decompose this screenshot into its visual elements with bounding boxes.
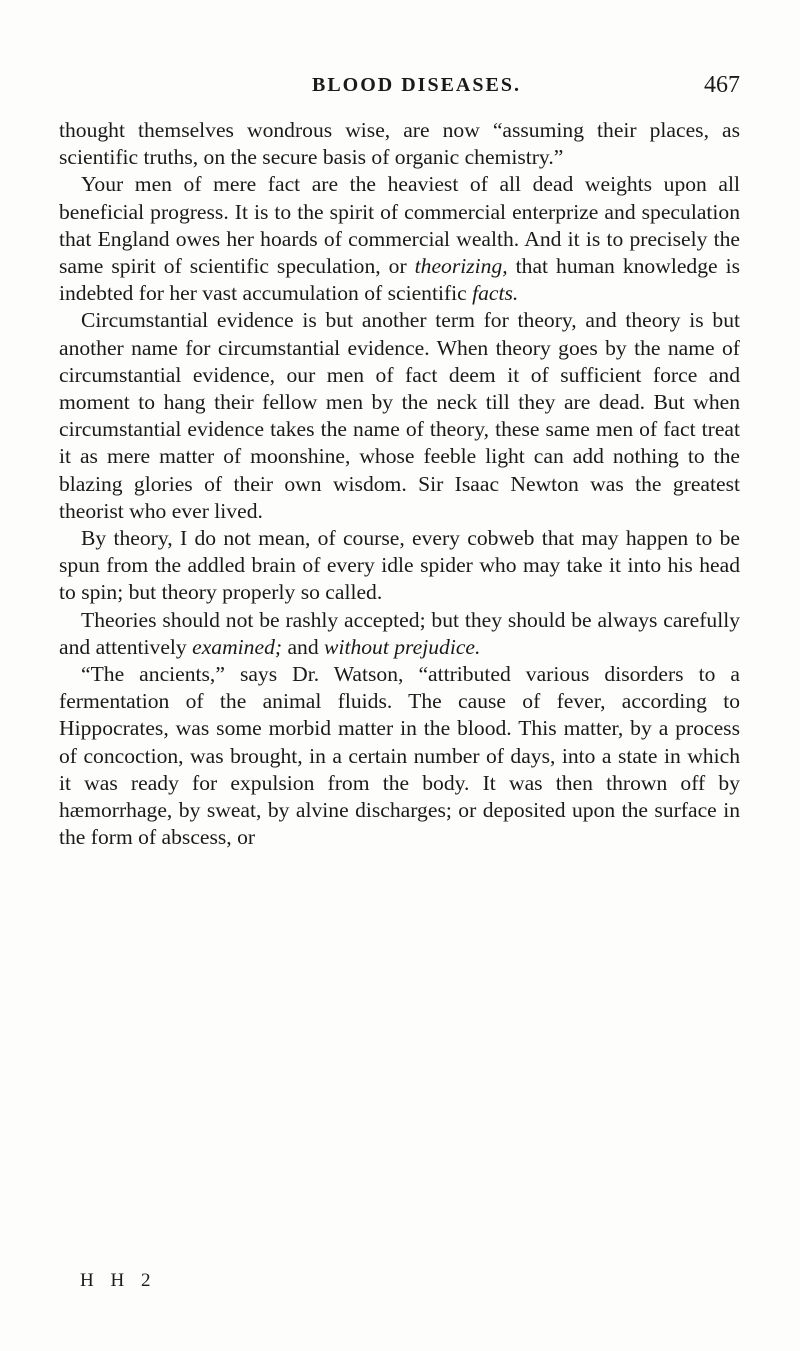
- paragraph-2-text-b: that human knowledge is indebted for her vast accumulation of scientific: [59, 254, 740, 306]
- body-text: [59, 117, 740, 851]
- paragraph-3-text: Circumstantial evidence is but another term for theory, and theory is but another name for circumstantial evidence. When theory goes by the name of circumstantial evidence, our men of fact deem it of sufficient force and moment to hang their fellow men by the neck till they are dead. But when circumstantial evidence takes the name of theory, these same men of fact treat it as mere matter of moonshine, whose feeble light can add nothing to the blazing glories of their own wisdom. Sir Isaac Newton was the greatest theorist who ever lived.: [59, 308, 740, 523]
- running-title: BLOOD DISEASES.: [312, 74, 521, 96]
- paragraph-2-italic-b: facts.: [472, 281, 519, 306]
- paragraph-1-text: thought themselves wondrous wise, are now “assuming their places, as scientific truths, on the secure basis of organic chemistry.”: [59, 118, 740, 170]
- paragraph-5-text-b: and: [282, 634, 325, 659]
- running-head: [0, 74, 740, 104]
- page-number: 467: [704, 72, 740, 98]
- paragraph-4: [59, 525, 740, 607]
- paragraph-2-italic-a: theorizing,: [414, 254, 508, 279]
- paragraph-5: [59, 607, 740, 661]
- paragraph-2: [59, 171, 740, 307]
- paragraph-5-text-a: Theories should not be rashly accepted; but they should be always carefully and attentively: [59, 607, 740, 659]
- paragraph-4-text: By theory, I do not mean, of course, every cobweb that may happen to be spun from the addled brain of every idle spider who may take it into his head to spin; but theory properly so called.: [59, 526, 740, 605]
- paragraph-1: [59, 117, 740, 171]
- paragraph-3: [59, 307, 740, 525]
- paragraph-5-italic-a: examined;: [192, 634, 283, 659]
- signature-mark: H H 2: [80, 1270, 157, 1291]
- paragraph-6: [59, 661, 740, 851]
- paragraph-5-italic-b: without prejudice.: [324, 634, 481, 659]
- paragraph-2-text-a: Your men of mere fact are the heaviest of all dead weights upon all beneficial progress. It is to the spirit of commercial enterprize and speculation that England owes her hoards of commercial wealth. And it is to precisely the same spirit of scientific speculation, or: [59, 172, 740, 279]
- paragraph-6-text: “The ancients,” says Dr. Watson, “attributed various disorders to a fermentation of the animal fluids. The cause of fever, according to Hippocrates, was some morbid matter in the blood. This matter, by a process of concoction, was brought, in a certain number of days, into a state in which it was ready for expulsion from the body. It was then thrown off by hæmorrhage, by sweat, by alvine discharges; or deposited upon the surface in the form of abscess, or: [59, 662, 740, 850]
